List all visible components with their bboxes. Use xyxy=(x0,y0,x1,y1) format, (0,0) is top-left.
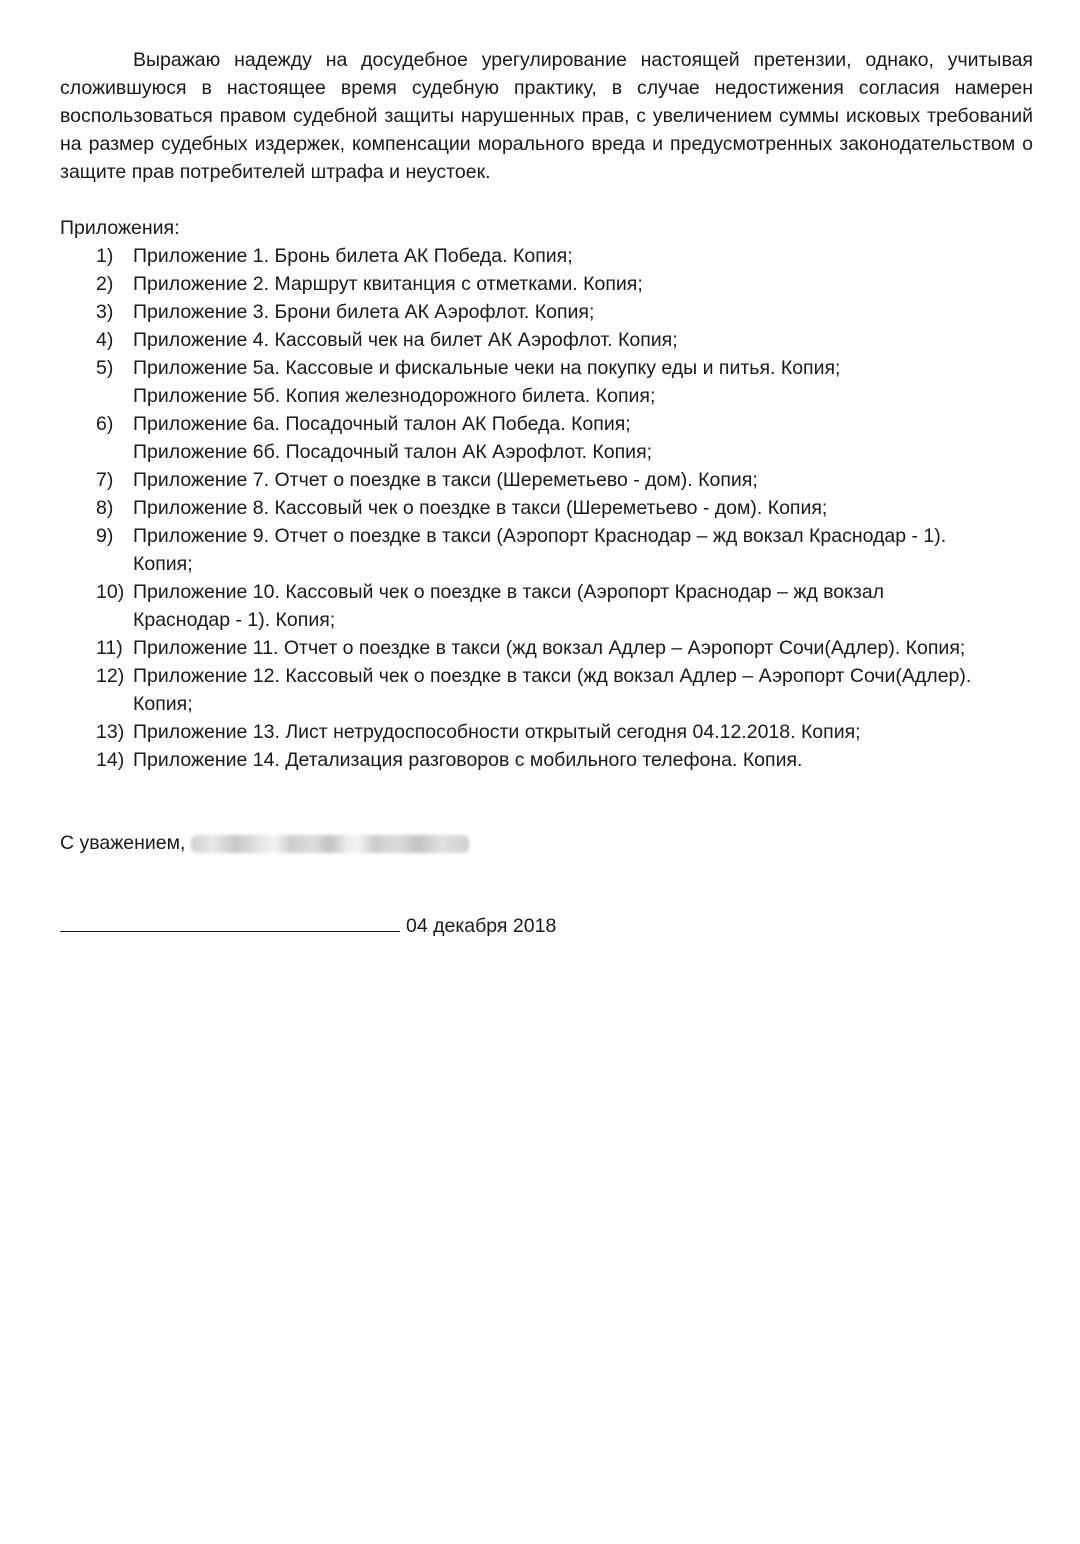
list-item xyxy=(60,270,1033,298)
list-item-number: 11) xyxy=(96,637,123,659)
list-item-line: Приложение 8. Кассовый чек о поездке в такси (Шереметьево - дом). Копия; xyxy=(133,497,828,519)
list-item xyxy=(60,410,1033,466)
list-item-text xyxy=(133,242,1033,270)
list-item-text xyxy=(133,718,1033,746)
list-item-number: 7) xyxy=(96,469,114,491)
list-item xyxy=(60,354,1033,410)
list-item-text xyxy=(133,354,1033,410)
list-item-line: Приложение 10. Кассовый чек о поездке в такси (Аэропорт Краснодар – жд вокзал xyxy=(133,581,885,603)
list-item-line: Приложение 14. Детализация разговоров с мобильного телефона. Копия. xyxy=(133,749,803,771)
list-item-number: 3) xyxy=(96,301,114,323)
redacted-name-blur xyxy=(191,835,469,853)
appendix-heading: Приложения: xyxy=(60,217,180,239)
list-item-number: 6) xyxy=(96,413,114,435)
list-item-number: 13) xyxy=(96,721,125,743)
list-item-line: Приложение 2. Маршрут квитанция с отметками. Копия; xyxy=(133,273,643,295)
list-item-line: Копия; xyxy=(133,553,193,575)
list-item xyxy=(60,298,1033,326)
list-item-text xyxy=(133,466,1033,494)
list-item xyxy=(60,326,1033,354)
document-page xyxy=(60,46,1033,940)
list-item-line: Приложение 12. Кассовый чек о поездке в такси (жд вокзал Адлер – Аэропорт Сочи(Адлер). xyxy=(133,665,972,687)
signature-date: 04 декабря 2018 xyxy=(406,915,557,937)
appendix-list xyxy=(60,242,1033,774)
signature-line xyxy=(60,911,1033,940)
list-item-text xyxy=(133,578,1033,634)
list-item-line: Приложение 5а. Кассовые и фискальные чеки на покупку еды и питья. Копия; xyxy=(133,357,841,379)
list-item-text xyxy=(133,298,1033,326)
list-item-line: Приложение 6а. Посадочный талон АК Победа. Копия; xyxy=(133,413,631,435)
list-item xyxy=(60,662,1033,718)
list-item-line: Приложение 7. Отчет о поездке в такси (Шереметьево - дом). Копия; xyxy=(133,469,758,491)
list-item xyxy=(60,494,1033,522)
list-item-number: 2) xyxy=(96,273,114,295)
list-item-number: 5) xyxy=(96,357,114,379)
closing-block xyxy=(60,829,1033,857)
list-item-number: 14) xyxy=(96,749,125,771)
list-item-line: Приложение 13. Лист нетрудоспособности открытый сегодня 04.12.2018. Копия; xyxy=(133,721,861,743)
intro-paragraph: Выражаю надежду на досудебное урегулирование настоящей претензии, однако, учитывая сложившуюся в настоящее время судебную практику, в случае недостижения согласия намерен воспользоваться правом судебной защиты нарушенных прав, с увеличением суммы исковых требований на размер судебных издержек, компенсации морального вреда и предусмотренных законодательством о защите прав потребителей штрафа и неустоек. xyxy=(60,49,1033,183)
list-item xyxy=(60,466,1033,494)
list-item xyxy=(60,578,1033,634)
list-item-text xyxy=(133,494,1033,522)
list-item-text xyxy=(133,746,1033,774)
list-item-number: 9) xyxy=(96,525,114,547)
closing-text: С уважением, xyxy=(60,832,186,854)
list-item xyxy=(60,634,1033,662)
list-item-line: Приложение 11. Отчет о поездке в такси (жд вокзал Адлер – Аэропорт Сочи(Адлер). Копия; xyxy=(133,637,966,659)
list-item-text xyxy=(133,410,1033,466)
list-item-line: Копия; xyxy=(133,693,193,715)
list-item-line: Приложение 3. Брони билета АК Аэрофлот. Копия; xyxy=(133,301,595,323)
list-item xyxy=(60,746,1033,774)
list-item-text xyxy=(133,634,1033,662)
list-item-number: 4) xyxy=(96,329,114,351)
list-item-text xyxy=(133,662,1033,718)
list-item-line: Приложение 5б. Копия железнодорожного билета. Копия; xyxy=(133,385,656,407)
list-item-number: 10) xyxy=(96,581,125,603)
list-item-line: Приложение 9. Отчет о поездке в такси (Аэропорт Краснодар – жд вокзал Краснодар - 1). xyxy=(133,525,947,547)
signature-blank-line xyxy=(60,911,400,932)
list-item-number: 1) xyxy=(96,245,114,267)
list-item-number: 12) xyxy=(96,665,125,687)
list-item-text xyxy=(133,522,1033,578)
list-item xyxy=(60,718,1033,746)
list-item-text xyxy=(133,270,1033,298)
list-item-line: Приложение 1. Бронь билета АК Победа. Копия; xyxy=(133,245,573,267)
list-item xyxy=(60,522,1033,578)
list-item-line: Приложение 4. Кассовый чек на билет АК Аэрофлот. Копия; xyxy=(133,329,678,351)
list-item-line: Краснодар - 1). Копия; xyxy=(133,609,336,631)
list-item-number: 8) xyxy=(96,497,114,519)
list-item-line: Приложение 6б. Посадочный талон АК Аэрофлот. Копия; xyxy=(133,441,653,463)
list-item xyxy=(60,242,1033,270)
list-item-text xyxy=(133,326,1033,354)
